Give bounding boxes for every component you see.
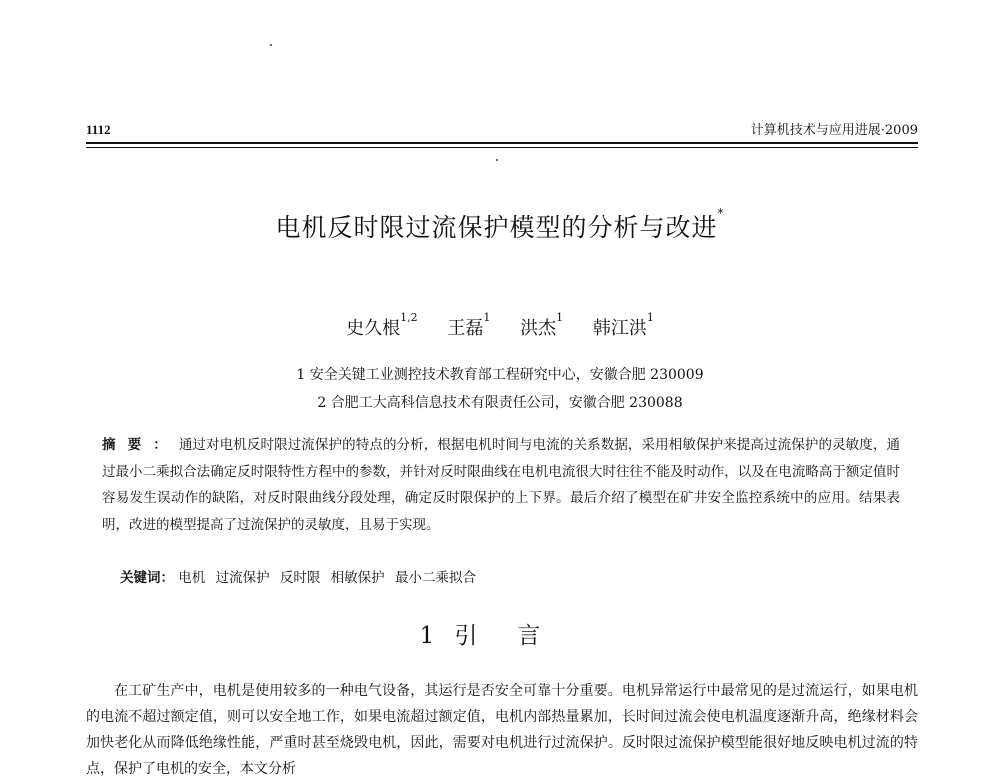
header-rule-thin <box>86 147 918 148</box>
paper-title <box>0 208 1000 244</box>
abstract-text: 通过对电机反时限过流保护的特点的分析，根据电机时间与电流的关系数据，采用相敏保护来提高过流保护的灵敏度，通过最小二乘拟合法确定反时限特性方程中的参数，并针对反时限曲线在电机电流很大时往往不能及时动作，以及在电流略高于额定值时容易发生误动作的缺陷，对反时限曲线分段处理，确定反时限保护的上下界。最后介绍了模型在矿井安全监控系统中的应用。结果表明，改进的模型提高了过流保护的灵敏度，且易于实现。 <box>102 437 900 533</box>
abstract <box>102 432 900 538</box>
author-affil-mark: 1,2 <box>400 311 418 324</box>
author <box>592 311 654 339</box>
keyword: 反时限 <box>279 570 321 586</box>
header-rule-thick <box>86 142 918 144</box>
author-affil-mark: 1 <box>483 311 491 324</box>
author-name: 洪杰 <box>520 318 557 339</box>
author-affil-mark: 1 <box>556 311 564 324</box>
keyword: 过流保护 <box>215 570 270 586</box>
body-paragraph: 在工矿生产中，电机是使用较多的一种电气设备，其运行是否安全可靠十分重要。电机异常运行中最常见的是过流运行，如果电机的电流不超过额定值，则可以安全地工作，如果电流超过额定值，电机内部热量累加，长时间过流会使电机温度逐渐升高，绝缘材料会加快老化从而降低绝缘性能，严重时甚至烧毁电机，因此，需要对电机进行过流保护。反时限过流保护模型能很好地反映电机过流的特点，保护了电机的安全，本文分析 <box>86 683 918 777</box>
author-name: 王磊 <box>447 318 484 339</box>
scan-speck <box>496 159 498 161</box>
section-title: 引言 <box>454 623 581 649</box>
author <box>447 311 491 339</box>
keywords-label: 关键词： <box>120 570 174 586</box>
journal-name: 计算机技术与应用进展·2009 <box>750 123 918 138</box>
title-footnote-mark: * <box>717 206 725 220</box>
section-number: 1 <box>419 623 435 649</box>
keyword: 最小二乘拟合 <box>394 570 476 586</box>
keyword: 相敏保护 <box>330 570 385 586</box>
section-heading <box>0 617 1000 650</box>
keywords <box>120 566 900 586</box>
author <box>520 311 564 339</box>
running-header <box>86 120 918 142</box>
paper-title-text: 电机反时限过流保护模型的分析与改进 <box>275 213 718 242</box>
affiliation-2: 2 合肥工大高科信息技术有限责任公司，安徽合肥 230088 <box>317 395 683 411</box>
affiliation-1: 1 安全关键工业测控技术教育部工程研究中心，安徽合肥 230009 <box>296 367 704 383</box>
page-number: 1112 <box>86 122 111 137</box>
author-name: 史久根 <box>346 318 401 339</box>
scan-speck <box>270 44 272 46</box>
author-affil-mark: 1 <box>646 311 654 324</box>
author-list <box>0 311 1000 340</box>
author <box>346 311 418 339</box>
keyword: 电机 <box>178 570 206 586</box>
abstract-label: 摘要： <box>102 437 179 453</box>
author-name: 韩江洪 <box>592 318 647 339</box>
